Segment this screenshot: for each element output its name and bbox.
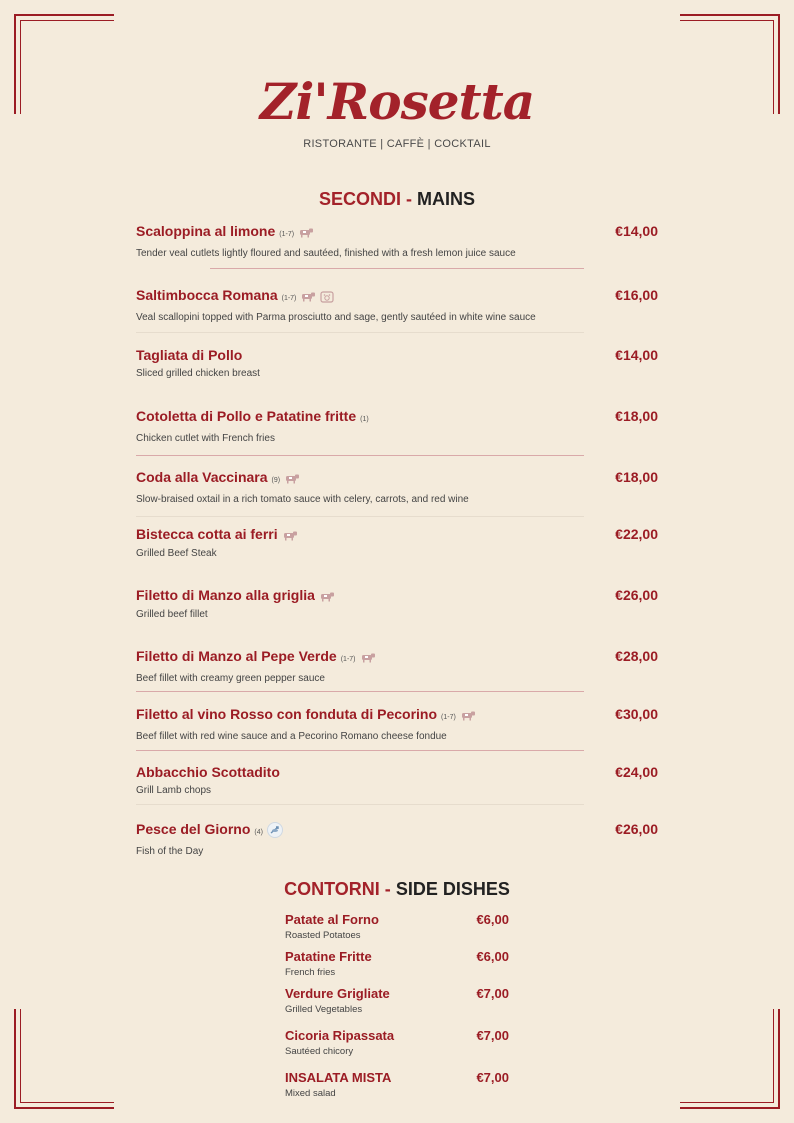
sides-title-english: SIDE DISHES	[395, 879, 510, 899]
side-dish-description: Sautéed chicory	[285, 1046, 354, 1057]
menu-item-price: €14,00	[615, 223, 658, 239]
side-dish-price: €7,00	[476, 986, 509, 1001]
menu-item	[136, 705, 658, 743]
side-dish-name: Verdure Grigliate	[285, 986, 390, 1001]
pig-icon	[320, 287, 334, 305]
menu-item-name: Pesce del Giorno	[136, 821, 251, 837]
menu-item-price: €26,00	[615, 821, 658, 837]
menu-divider	[136, 691, 584, 692]
menu-item	[136, 763, 658, 797]
menu-item-description: Beef fillet with creamy green pepper sauce	[136, 673, 325, 684]
side-dish-description: Grilled Vegetables	[285, 1004, 363, 1015]
menu-item	[136, 647, 658, 685]
menu-item-name: Tagliata di Pollo	[136, 347, 243, 363]
side-dish-price: €7,00	[476, 1028, 509, 1043]
menu-item-price: €30,00	[615, 706, 658, 722]
menu-item-description: Grill Lamb chops	[136, 785, 212, 796]
allergen-codes: (1-7)	[340, 656, 356, 663]
sides-title-italian: CONTORNI -	[284, 879, 391, 899]
allergen-codes: (1-7)	[441, 714, 456, 721]
side-dish-name: Patatine Fritte	[285, 949, 372, 964]
allergen-codes: (9)	[271, 477, 281, 484]
menu-item-description: Slow-braised oxtail in a rich tomato sauce with celery, carrots, and red wine	[136, 494, 469, 505]
corner-frame-bottom-left	[14, 1009, 114, 1109]
side-dish-description: Roasted Potatoes	[285, 930, 361, 941]
menu-item-name: Filetto di Manzo alla griglia	[136, 587, 315, 603]
menu-item-price: €16,00	[615, 287, 658, 303]
menu-item	[136, 525, 658, 560]
mains-title-italian: SECONDI -	[318, 189, 412, 209]
menu-item-name: Filetto al vino Rosso con fonduta di Pecorino	[136, 706, 438, 722]
cow-icon	[282, 526, 298, 544]
menu-divider	[210, 268, 584, 269]
side-dish-name: INSALATA MISTA	[285, 1070, 392, 1085]
menu-item	[136, 468, 658, 506]
menu-item-name: Abbacchio Scottadito	[136, 764, 280, 780]
cow-icon	[360, 648, 376, 666]
restaurant-logo: Zi'Rosetta	[259, 72, 535, 131]
side-dish-description: French fries	[285, 967, 336, 978]
menu-item	[136, 586, 658, 621]
menu-divider	[136, 804, 584, 805]
menu-item-name-line	[136, 525, 658, 544]
side-dish-item	[285, 1069, 509, 1100]
menu-item-name: Bistecca cotta ai ferri	[136, 526, 278, 542]
allergen-codes: (4)	[254, 829, 263, 836]
menu-item-name-line	[136, 407, 658, 429]
corner-frame-bottom-right	[680, 1009, 780, 1109]
menu-item-name-line	[136, 763, 658, 781]
menu-item	[136, 820, 658, 858]
mains-section-title	[0, 188, 794, 210]
menu-item-name-line	[136, 586, 658, 605]
menu-item-name-line	[136, 468, 658, 490]
cow-icon	[298, 223, 314, 241]
cow-icon	[460, 706, 476, 724]
menu-item-name-line	[136, 705, 658, 727]
menu-divider	[136, 332, 584, 333]
menu-item-description: Grilled beef fillet	[136, 609, 208, 621]
menu-item	[136, 222, 658, 260]
menu-item-description: Beef fillet with red wine sauce and a Pecorino Romano cheese fondue	[136, 731, 447, 742]
menu-divider	[136, 750, 584, 751]
cow-icon	[284, 469, 300, 487]
menu-item-name-line	[136, 820, 658, 842]
menu-item-price: €22,00	[615, 526, 658, 542]
side-dish-description: Mixed salad	[285, 1088, 336, 1099]
menu-item-description: Chicken cutlet with French fries	[136, 433, 275, 444]
menu-item	[136, 346, 658, 380]
menu-item-name-line	[136, 286, 658, 308]
menu-item-name-line	[136, 647, 658, 669]
menu-item-description: Grilled Beef Steak	[136, 548, 217, 560]
side-dish-item	[285, 948, 509, 979]
side-dish-price: €6,00	[476, 949, 509, 964]
side-dish-price: €7,00	[476, 1070, 509, 1085]
menu-item-name: Coda alla Vaccinara	[136, 469, 268, 485]
mains-title-english: MAINS	[417, 189, 476, 209]
menu-item-description: Fish of the Day	[136, 846, 204, 857]
menu-item-price: €18,00	[615, 408, 658, 424]
menu-item	[136, 407, 658, 445]
menu-divider	[136, 455, 584, 456]
allergen-codes: (1)	[360, 416, 369, 423]
menu-item	[136, 286, 658, 324]
menu-item-name: Saltimbocca Romana	[136, 287, 278, 303]
menu-item-name: Scaloppina al limone	[136, 223, 276, 239]
menu-item-price: €24,00	[615, 764, 658, 780]
side-dish-name: Patate al Forno	[285, 912, 379, 927]
menu-item-price: €18,00	[615, 469, 658, 485]
allergen-codes: (1-7)	[279, 231, 295, 238]
sides-section-title	[0, 878, 794, 900]
menu-item-name-line	[136, 222, 658, 244]
menu-item-name-line	[136, 346, 658, 364]
menu-divider	[136, 516, 584, 517]
side-dish-item	[285, 985, 509, 1016]
menu-item-description: Sliced grilled chicken breast	[136, 368, 260, 379]
cow-icon	[300, 287, 316, 305]
side-dish-price: €6,00	[476, 912, 509, 927]
menu-item-price: €26,00	[615, 587, 658, 603]
menu-item-price: €14,00	[615, 347, 658, 363]
menu-item-description: Veal scallopini topped with Parma prosciutto and sage, gently sautéed in white wine sauce	[136, 312, 536, 323]
side-dish-item	[285, 911, 509, 942]
restaurant-tagline: RISTORANTE | CAFFÈ | COCKTAIL	[303, 138, 491, 150]
side-dish-name: Cicoria Ripassata	[285, 1028, 395, 1043]
fish-icon	[267, 821, 283, 839]
side-dish-item	[285, 1027, 509, 1058]
allergen-codes: (1-7)	[281, 295, 297, 302]
cow-icon	[319, 587, 335, 605]
menu-item-name: Filetto di Manzo al Pepe Verde	[136, 648, 337, 664]
menu-item-name: Cotoletta di Pollo e Patatine fritte	[136, 408, 357, 424]
menu-item-price: €28,00	[615, 648, 658, 664]
menu-item-description: Tender veal cutlets lightly floured and sautéed, finished with a fresh lemon juice sauce	[136, 248, 516, 259]
